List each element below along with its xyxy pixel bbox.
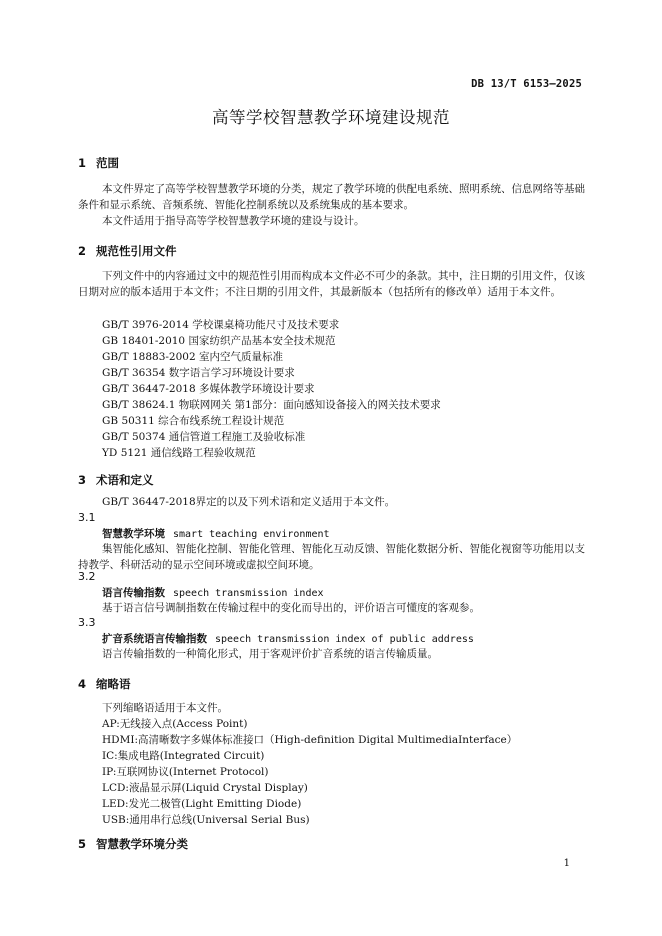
term-definition: 集智能化感知、智能化控制、智能化管理、智能化互动反馈、智能化数据分析、智能化视窗等功能用以支持教学、科研活动的显示空间环境或虚拟空间环境。 — [78, 543, 585, 571]
section-title: 规范性引用文件 — [96, 244, 177, 258]
standard-code: DB 13/T 6153—2025 — [471, 78, 582, 90]
reference-item: GB/T 18883-2002 室内空气质量标准 — [102, 351, 283, 363]
abbreviation-item: AP:无线接入点(Access Point) — [102, 718, 248, 730]
section-2-heading — [78, 243, 177, 259]
section-number: 1 — [78, 156, 87, 170]
reference-item: GB/T 36354 数字语言学习环境设计要求 — [102, 367, 295, 379]
reference-item: GB/T 50374 通信管道工程施工及验收标准 — [102, 431, 306, 443]
section-1-paragraph-2: 本文件适用于指导高等学校智慧教学环境的建设与设计。 — [102, 215, 365, 227]
section-number: 3 — [78, 473, 87, 487]
term-number: 3.1 — [78, 511, 96, 524]
abbreviation-item: LED:发光二极管(Light Emitting Diode) — [102, 798, 302, 810]
section-5-heading — [78, 836, 188, 852]
abbreviation-item: USB:通用串行总线(Universal Serial Bus) — [102, 814, 310, 826]
term-en: speech transmission index — [173, 588, 324, 599]
term-en: smart teaching environment — [173, 529, 330, 540]
term-zh: 扩音系统语言传输指数 — [102, 633, 207, 645]
section-number: 4 — [78, 677, 87, 691]
term-zh: 智慧教学环境 — [102, 528, 165, 540]
document-title: 高等学校智慧教学环境建设规范 — [212, 108, 450, 127]
term-heading — [102, 585, 324, 600]
section-3-paragraph-1: GB/T 36447-2018界定的以及下列术语和定义适用于本文件。 — [102, 496, 396, 508]
abbreviation-item: LCD:液晶显示屏(Liquid Crystal Display) — [102, 782, 308, 794]
reference-item: GB 18401-2010 国家纺织产品基本安全技术规范 — [102, 335, 336, 347]
section-2-paragraph-1: 下列文件中的内容通过文中的规范性引用而构成本文件必不可少的条款。其中，注日期的引用文件，仅该日期对应的版本适用于本文件；不注日期的引用文件，其最新版本（包括所有的修改单）适用于本文件。 — [78, 270, 585, 298]
reference-item: GB 50311 综合布线系统工程设计规范 — [102, 415, 285, 427]
page-number: 1 — [563, 858, 570, 869]
abbreviation-item: IP:互联网协议(Internet Protocol) — [102, 766, 269, 778]
term-zh: 语言传输指数 — [102, 587, 165, 599]
reference-item: YD 5121 通信线路工程验收规范 — [102, 447, 256, 459]
term-definition: 语言传输指数的一种简化形式，用于客观评价扩音系统的语言传输质量。 — [102, 648, 438, 660]
reference-item: GB/T 3976-2014 学校课桌椅功能尺寸及技术要求 — [102, 319, 340, 331]
abbreviation-item: HDMI:高清晰数字多媒体标准接口（High-definition Digital MultimediaInterface） — [102, 734, 518, 746]
section-1-paragraph-1: 本文件界定了高等学校智慧教学环境的分类，规定了教学环境的供配电系统、照明系统、信息网络等基础条件和显示系统、音频系统、智能化控制系统以及系统集成的基本要求。 — [78, 183, 585, 211]
section-number: 5 — [78, 837, 87, 851]
section-title: 术语和定义 — [96, 473, 154, 487]
section-4-heading — [78, 676, 131, 692]
section-4-paragraph-1: 下列缩略语适用于本文件。 — [102, 702, 228, 714]
section-title: 缩略语 — [96, 677, 131, 691]
reference-item: GB/T 38624.1 物联网网关 第1部分：面向感知设备接入的网关技术要求 — [102, 399, 441, 411]
abbreviation-item: IC:集成电路(Integrated Circuit) — [102, 750, 265, 762]
term-number: 3.2 — [78, 570, 96, 583]
section-3-heading — [78, 472, 154, 488]
term-en: speech transmission index of public address — [215, 634, 474, 645]
section-title: 智慧教学环境分类 — [96, 837, 188, 851]
term-heading — [102, 526, 330, 541]
term-heading — [102, 631, 474, 646]
section-number: 2 — [78, 244, 87, 258]
section-title: 范围 — [96, 156, 119, 170]
term-definition: 基于语言信号调制指数在传输过程中的变化而导出的，评价语言可懂度的客观参。 — [102, 602, 480, 614]
reference-item: GB/T 36447-2018 多媒体教学环境设计要求 — [102, 383, 315, 395]
term-number: 3.3 — [78, 616, 96, 629]
section-1-heading — [78, 155, 119, 171]
